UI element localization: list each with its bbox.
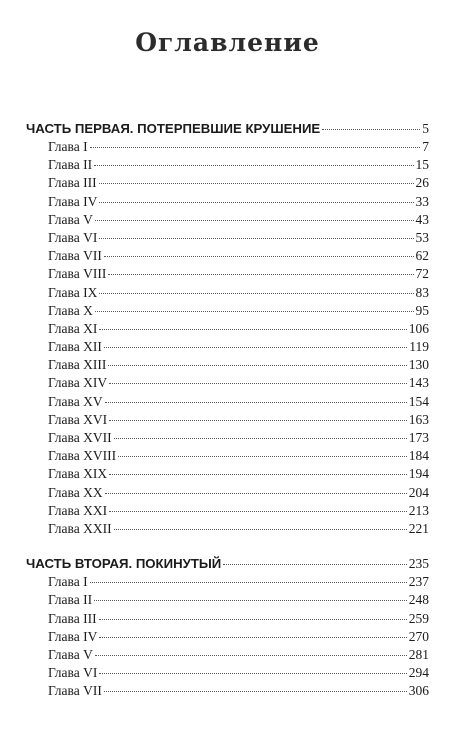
dot-leader <box>99 673 406 674</box>
chapter-title: Глава I <box>48 574 88 590</box>
page-number: 26 <box>415 175 429 191</box>
dot-leader <box>105 493 407 494</box>
toc-entry <box>26 174 429 192</box>
toc-entry <box>26 682 429 700</box>
page-number: 248 <box>408 592 429 608</box>
chapter-title: Глава XI <box>48 320 98 336</box>
dot-leader <box>94 600 407 601</box>
chapter-title: Глава VI <box>48 665 98 681</box>
chapter-title: Глава III <box>48 610 97 626</box>
toc-entry <box>26 610 429 628</box>
part-title: ЧАСТЬ ПЕРВАЯ. ПОТЕРПЕВШИЕ КРУШЕНИЕ <box>26 121 321 136</box>
toc-entry <box>26 284 429 302</box>
chapter-title: Глава I <box>48 139 88 154</box>
chapter-title: Глава II <box>48 592 93 608</box>
dot-leader <box>109 511 407 512</box>
toc-entry <box>26 411 429 429</box>
dot-leader <box>108 365 406 366</box>
chapter-title: Глава III <box>48 175 97 191</box>
chapter-title: Глава IV <box>48 628 98 644</box>
toc-entry <box>26 628 429 646</box>
chapter-title: Глава XV <box>48 393 103 409</box>
page-number: 7 <box>422 139 429 154</box>
page-number: 259 <box>408 610 429 626</box>
dot-leader <box>99 293 413 294</box>
dot-leader <box>95 311 414 312</box>
chapter-title: Глава VII <box>48 683 102 699</box>
toc-entry <box>26 465 429 483</box>
dot-leader <box>105 402 407 403</box>
page-number: 130 <box>408 357 429 373</box>
chapter-title: Глава X <box>48 302 93 318</box>
page-number: 53 <box>415 229 429 245</box>
toc-entry <box>26 393 429 411</box>
chapter-title: Глава VI <box>48 229 98 245</box>
toc-entry <box>26 646 429 664</box>
page-number: 143 <box>408 375 429 391</box>
toc-entry <box>26 356 429 374</box>
chapter-list <box>26 573 429 700</box>
chapter-title: Глава XVIII <box>48 448 117 464</box>
dot-leader <box>99 183 414 184</box>
page-number: 33 <box>415 193 429 209</box>
chapter-title: Глава VII <box>48 248 102 264</box>
part-2 <box>26 554 429 700</box>
page-number: 294 <box>408 665 429 681</box>
chapter-title: Глава XVI <box>48 411 108 427</box>
page-number: 43 <box>415 211 429 227</box>
chapter-title: Глава V <box>48 211 93 227</box>
chapter-title: Глава V <box>48 646 93 662</box>
toc-entry <box>26 193 429 211</box>
toc-entry <box>26 664 429 682</box>
chapter-title: Глава XIV <box>48 375 108 391</box>
toc-entry <box>26 429 429 447</box>
toc-entry <box>26 591 429 609</box>
dot-leader <box>90 147 421 148</box>
part-heading <box>26 119 429 138</box>
chapter-title: Глава XXI <box>48 502 108 518</box>
page-number: 72 <box>415 266 429 282</box>
page-number: 213 <box>408 502 429 518</box>
page-number: 62 <box>415 248 429 264</box>
dot-leader <box>99 619 407 620</box>
page-title: Оглавление <box>135 28 320 57</box>
chapter-title: Глава IV <box>48 193 98 209</box>
toc-entry <box>26 320 429 338</box>
toc-entry <box>26 265 429 283</box>
chapter-title: Глава VIII <box>48 266 107 282</box>
toc-entry <box>26 247 429 265</box>
page-number: 204 <box>408 484 429 500</box>
page-number: 5 <box>422 121 429 136</box>
page-number: 154 <box>408 393 429 409</box>
dot-leader <box>94 165 413 166</box>
dot-leader <box>99 637 406 638</box>
chapter-list <box>26 138 429 538</box>
chapter-title: Глава XIX <box>48 466 108 482</box>
toc-entry <box>26 302 429 320</box>
dot-leader <box>223 564 406 565</box>
part-heading <box>26 554 429 573</box>
page-number: 119 <box>409 339 429 355</box>
chapter-title: Глава XIII <box>48 357 107 373</box>
chapter-title: Глава XII <box>48 339 102 355</box>
dot-leader <box>118 456 407 457</box>
page-number: 235 <box>408 556 429 572</box>
page-number: 221 <box>408 520 429 536</box>
dot-leader <box>109 420 407 421</box>
toc-entry <box>26 338 429 356</box>
page-number: 173 <box>408 430 429 445</box>
chapter-title: Глава IX <box>48 284 98 300</box>
dot-leader <box>109 474 407 475</box>
page-number: 83 <box>415 284 429 300</box>
dot-leader <box>109 383 407 384</box>
chapter-title: Глава II <box>48 157 93 173</box>
toc-entry <box>26 156 429 174</box>
toc-entry <box>26 447 429 465</box>
page-number: 281 <box>408 646 429 662</box>
dot-leader <box>99 238 413 239</box>
toc-entry <box>26 573 429 591</box>
page-number: 194 <box>408 466 429 482</box>
page-number: 163 <box>408 411 429 427</box>
dot-leader <box>95 655 407 656</box>
page-number: 237 <box>408 574 429 590</box>
toc-entry <box>26 502 429 520</box>
dot-leader <box>108 274 413 275</box>
page-number: 184 <box>408 448 429 464</box>
chapter-title: Глава XXII <box>48 520 112 536</box>
dot-leader <box>99 329 406 330</box>
dot-leader <box>104 691 407 692</box>
page-number: 95 <box>415 302 429 318</box>
toc-entry <box>26 229 429 247</box>
toc-entry <box>26 520 429 538</box>
dot-leader <box>99 202 413 203</box>
toc-entry <box>26 211 429 229</box>
page-number: 270 <box>408 628 429 644</box>
dot-leader <box>114 529 407 530</box>
dot-leader <box>95 220 414 221</box>
page-number: 106 <box>408 320 429 336</box>
dot-leader <box>90 582 407 583</box>
chapter-title: Глава XVII <box>48 430 112 445</box>
part-1 <box>26 119 429 538</box>
toc-entry <box>26 484 429 502</box>
dot-leader <box>104 347 407 348</box>
page-number: 15 <box>415 157 429 173</box>
part-title: ЧАСТЬ ВТОРАЯ. ПОКИНУТЫЙ <box>26 556 222 572</box>
dot-leader <box>114 438 407 439</box>
chapter-title: Глава XX <box>48 484 103 500</box>
dot-leader <box>322 129 420 130</box>
toc-entry <box>26 138 429 156</box>
page-number: 306 <box>408 683 429 699</box>
dot-leader <box>104 256 414 257</box>
toc-entry <box>26 374 429 392</box>
